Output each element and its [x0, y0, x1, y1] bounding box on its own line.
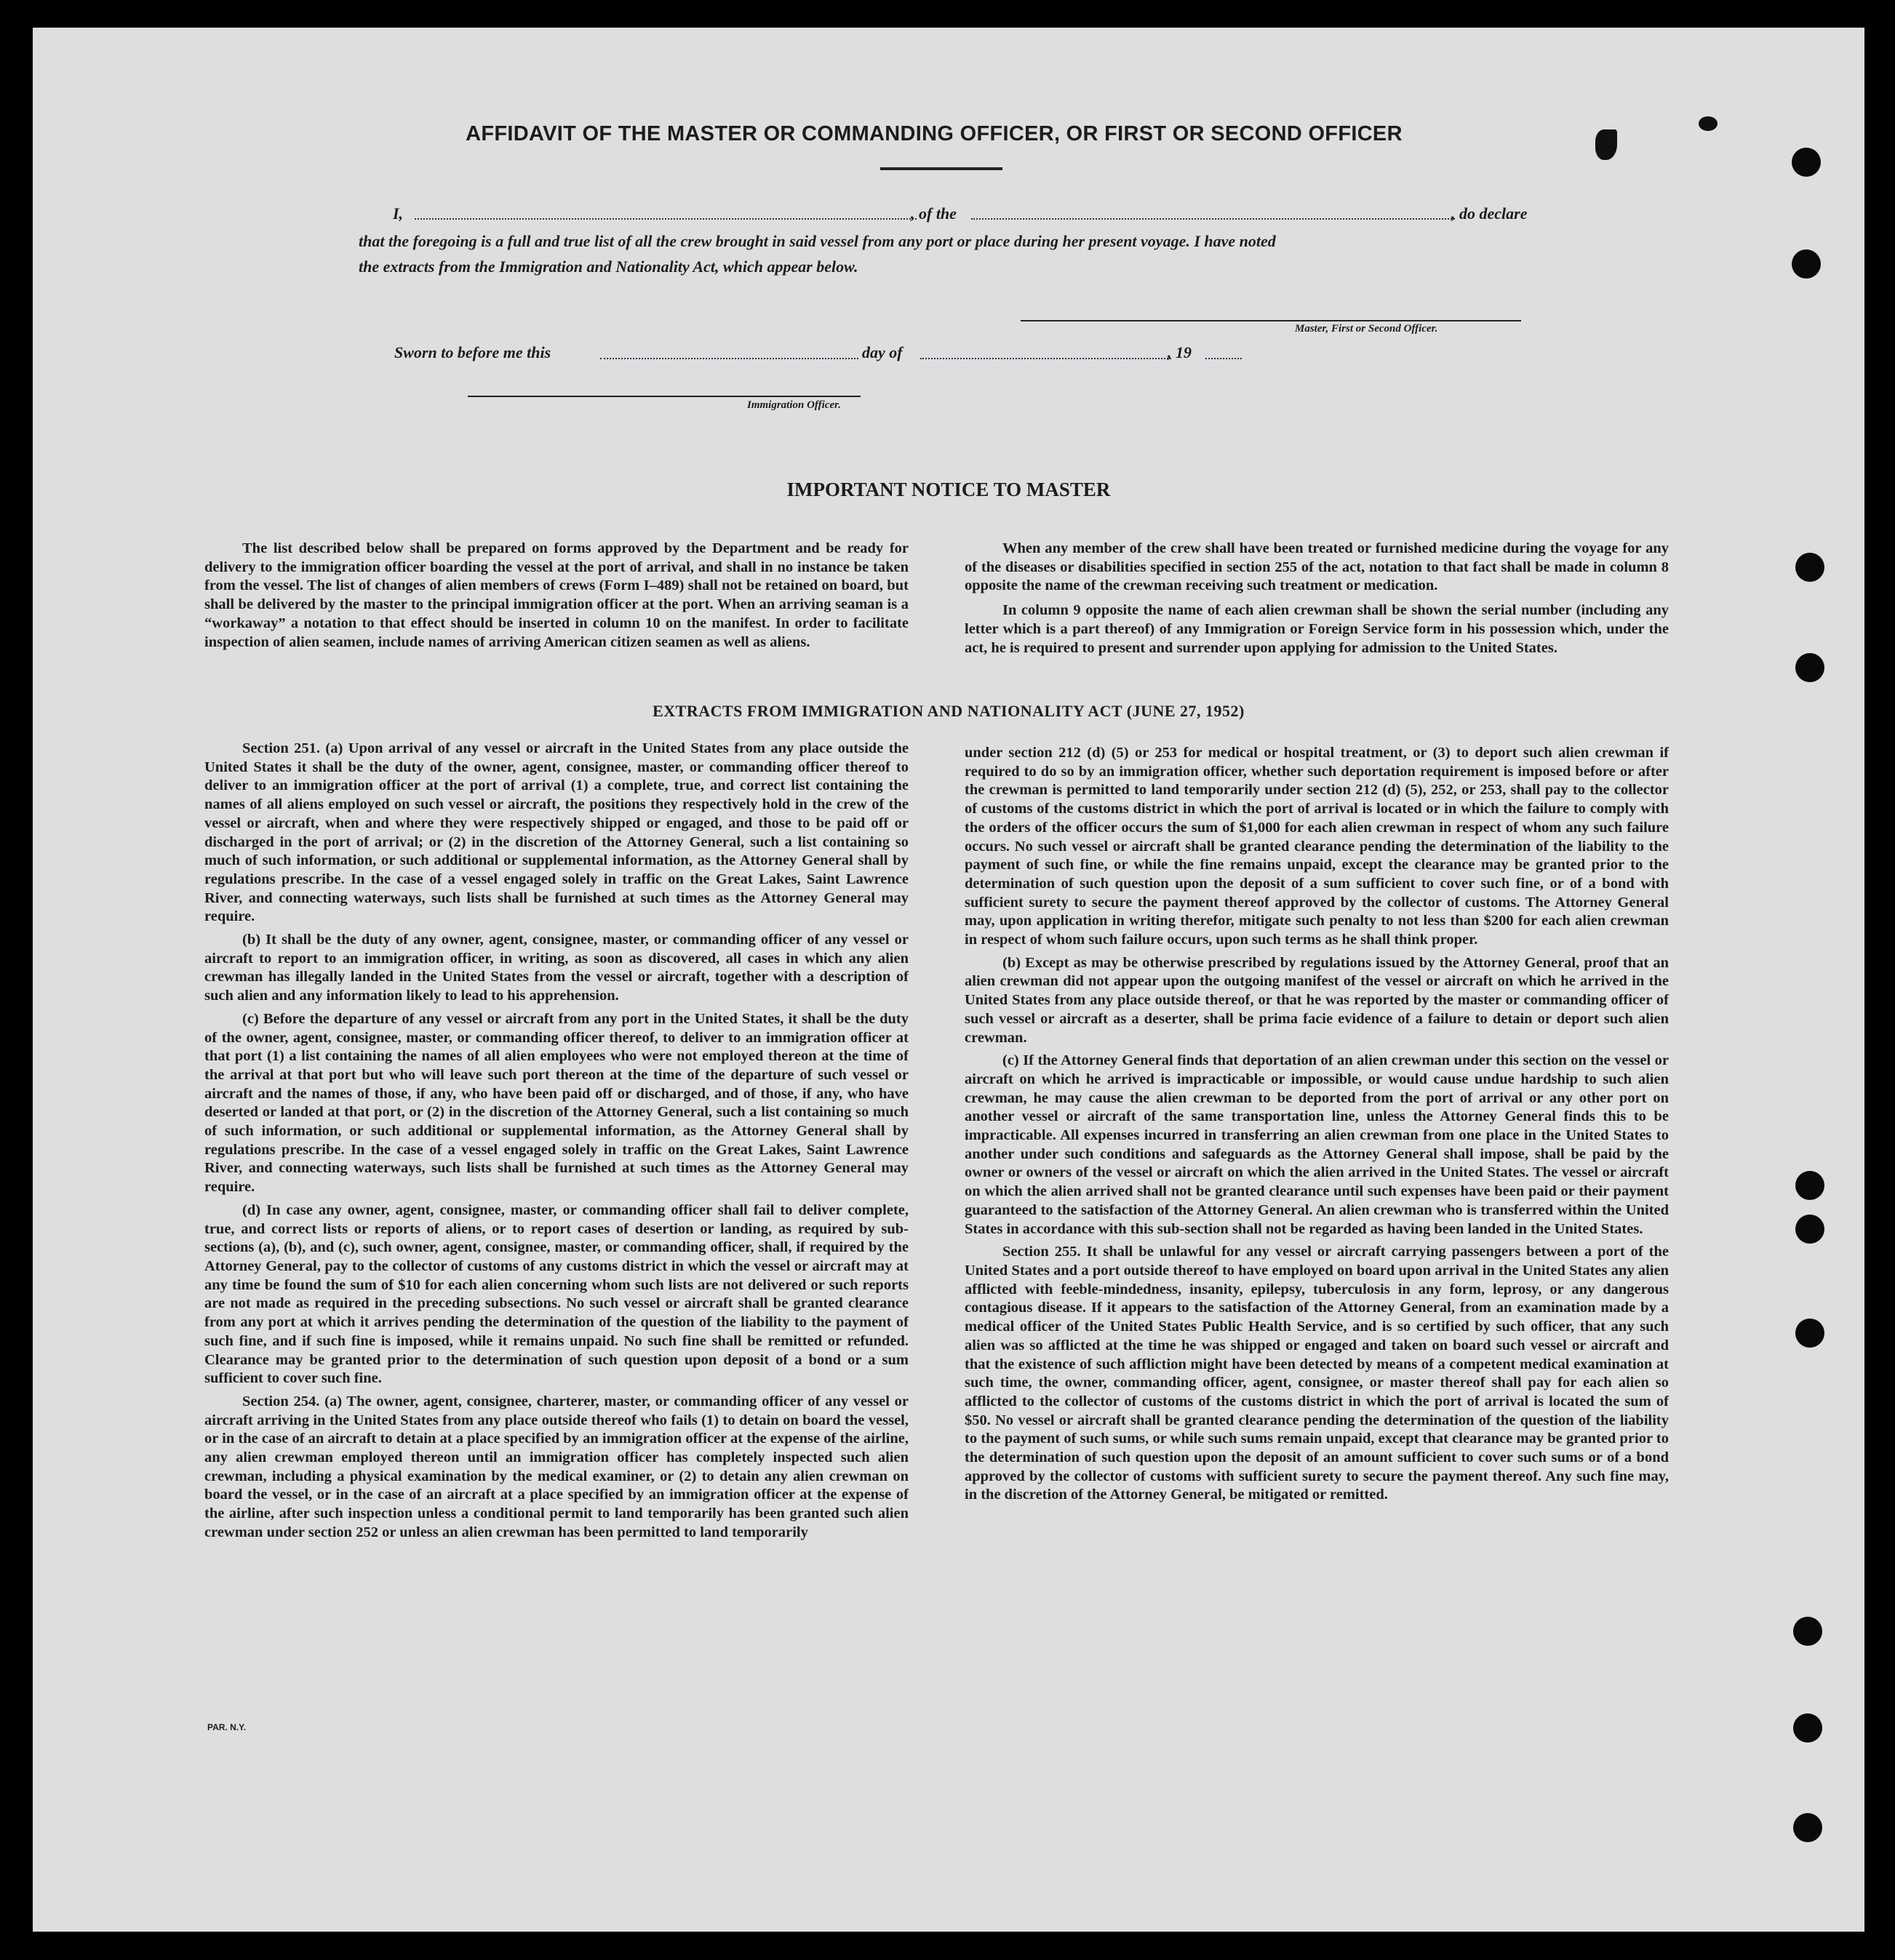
section-251-b: (b) It shall be the duty of any owner, agent, consignee, master, or commanding officer of any vessel or aircraft to report to an immigration officer, in writing, as soon as discovered, all cases in which any alien crewman has illegally landed in the United States from the vessel or aircraft, together with a description of such alien and any information likely to lead to his apprehension. [204, 932, 909, 1004]
sworn-month-field[interactable] [920, 358, 1171, 359]
notice-heading: IMPORTANT NOTICE TO MASTER [786, 479, 1111, 500]
title-underline [880, 167, 1002, 170]
vessel-field[interactable] [971, 218, 1455, 220]
punch-hole [1795, 653, 1824, 682]
section-251-c: (c) Before the departure of any vessel or aircraft from any port in the United States, it shall be the duty of the owner, agent, consignee, master, or commanding officer thereof, to deliver to an immigration officer at that port (1) a list containing the names of all alien employees who were not employed thereon at the time of the arrival at that port but who will leave such port thereon at the time of the departure of such vessel or aircraft and the names of those, if any, who have been paid off or discharged, and of those, if any, who have deserted or landed at that port, or (2) in the discretion of the Attorney General, such a list containing so much of such information, or such additional or supplemental information, as the Attorney General shall by regulations prescribe. In the case of a vessel engaged solely in traffic on the Great Lakes, Saint Lawrence River, and connecting waterways, such lists shall be furnished at such times as the Attorney General may require. [204, 1010, 909, 1196]
name-field[interactable] [415, 218, 917, 220]
section-254-b: (b) Except as may be otherwise prescribed by regulations issued by the Attorney General, proof that an alien crewman did not appear upon the outgoing manifest of the vessel or aircraft on which he arrived in the United States from any place outside thereof, or that he was reported by the master or commanding officer of such vessel or aircraft as a deserter, shall be prima facie evidence of a failure to detain or deport such alien crewman. [965, 954, 1669, 1046]
notice-left-paragraph: The list described below shall be prepared on forms approved by the Department and be ready for delivery to the immigration officer boarding the vessel at the port of arrival, and shall in no instance be taken from the vessel. The list of changes of alien members of crews (Form I–489) shall not be retained on board, but shall be delivered by the master to the principal immigration officer at the port. When an arriving seaman is a “workaway” a notation to that effect should be inserted in column 10 on the manifest. In order to facilitate inspection of alien seamen, include names of arriving American citizen seamen as well as aliens. [204, 540, 909, 650]
punch-hole [1793, 1813, 1822, 1842]
notice-right-paragraph-1: When any member of the crew shall have been treated or furnished medicine during the voyage for any of the diseases or disabilities specified in section 255 of the act, notation to that fact shall be made in column 8 opposite the name of the crewman receiving such treatment or medication. [965, 540, 1669, 594]
notice-right-paragraph-2: In column 9 opposite the name of each alien crewman shall be shown the serial number (including any letter which is a part thereof) of any Immigration or Foreign Service form in his possession which, under the act, he is required to present and surrender upon applying for admission to the United States. [965, 602, 1669, 656]
affidavit-do-declare-label: , do declare [1451, 204, 1528, 223]
punch-hole [1795, 1215, 1824, 1244]
section-254-a: Section 254. (a) The owner, agent, consignee, charterer, master, or commanding officer of any vessel or aircraft arriving in the United States from any place outside thereof who fails (1) to detain on board the vessel, or in the case of an aircraft to detain at a place specified by an immigration officer at the expense of the airline, any alien crewman employed thereon until an immigration officer has completely inspected such alien crewman, including a physical examination by the medical examiner, or (2) to detain any alien crewman on board the vessel, or in the case of an aircraft at a place specified by an immigration officer at the expense of the airline, after such inspection unless a conditional permit to land temporarily has been granted such alien crewman under section 252 or unless an alien crewman has been permitted to land temporarily [204, 1393, 909, 1540]
section-254-a-continued: under section 212 (d) (5) or 253 for medical or hospital treatment, or (3) to deport such alien crewman if required to do so by an immigration officer, whether such deportation requirement is imposed before or after the crewman is permitted to land temporarily under section 212 (d) (5), 252, or 253, shall pay to the collector of customs of the customs district in which the port of arrival is located or in which the failure to comply with the orders of the officer occurs the sum of $1,000 for each alien crewman in respect of whom any such failure occurs. No such vessel or aircraft shall be granted clearance pending the determination of the liability to the payment of such fine, or while the fine remains unpaid, except the clearance may be granted prior to the determination of such question upon the deposit of a sum sufficient to cover such fine, or of a bond with sufficient surety to secure the payment thereof approved by the collector of customs. The Attorney General may, upon application in writing therefor, mitigate such penalty to not less than $200 for each alien crewman in respect of whom such failure occurs, upon such terms as he shall think proper. [965, 745, 1669, 948]
punch-hole [1792, 249, 1821, 279]
sworn-label: Sworn to before me this [394, 343, 551, 361]
section-255: Section 255. It shall be unlawful for any vessel or aircraft carrying passengers between a port of the United States and a port outside thereof to have employed on board upon arrival in the United States any alien afflicted with feeble-mindedness, insanity, epilepsy, tuberculosis in any form, leprosy, or any dangerous contagious disease. If it appears to the satisfaction of the Attorney General, from an examination made by a medical officer of the United States Public Health Service, and is so certified by such officer, that any such alien was so afflicted at the time he was shipped or engaged and taken on board such vessel or aircraft and that the existence of such affliction might have been detected by means of a competent medical examination at such time, the owner, commanding officer, agent, consignee, or master thereof shall pay for each alien so afflicted to the collector of customs of the customs district in which the port of arrival is located the sum of $50. No vessel or aircraft shall be granted clearance pending the determination of the question of the liability to the payment of such sums, or while such sums remain unpaid, except that clearance may be granted prior to the determination of such question upon the deposit of an amount sufficient to cover such sums or of a bond approved by the collector of customs with sufficient surety to secure the payment thereof. Any such fine may, in the discretion of the Attorney General, be mitigated or remitted. [965, 1244, 1669, 1503]
punch-hole [1792, 148, 1821, 177]
section-251-d: (d) In case any owner, agent, consignee, master, or commanding officer shall fail to deliver complete, true, and correct lists or reports of aliens, or to report cases of desertion or landing, as required by sub-sections (a), (b), and (c), such owner, agent, consignee, master, or commanding officer, shall, if required by the Attorney General, pay to the collector of customs of any customs district in which the vessel or aircraft may at any time be found the sum of $10 for each alien concerning whom such lists are not delivered or such reports are not made as required in the preceding subsections. No such vessel or aircraft shall be granted clearance from any port at which it arrives pending the determination of the question of the liability to the payment of such fine, and if such fine is imposed, while it remains unpaid. No such fine shall be remitted or refunded. Clearance may be granted prior to the determination of such question upon deposit of a bond or a sum sufficient to cover such fine. [204, 1201, 909, 1387]
year-label: , 19 [1168, 343, 1192, 361]
day-of-label: day of [862, 343, 903, 361]
ink-blot [1595, 129, 1617, 160]
punch-hole [1793, 1713, 1822, 1743]
section-254-c: (c) If the Attorney General finds that deportation of an alien crewman under this section on the vessel or aircraft on which he arrived is impracticable or impossible, or would cause undue hardship to such alien crewman, he may cause the alien crewman to be deported from the port of arrival or any other port on another vessel or aircraft of the same transportation line, unless the Attorney General finds this to be impracticable. All expenses incurred in transferring an alien crewman from one place in the United States to another under such conditions and safeguards as the Attorney General shall impose, shall be paid by the owner or owners of the vessel or aircraft on which the alien arrived in the United States. The vessel or aircraft on which the alien arrived shall not be granted clearance until such expenses have been paid or their payment guaranteed to the satisfaction of the Attorney General. An alien crewman who is transferred within the United States in accordance with this sub-section shall not be regarded as having been landed in the United States. [965, 1052, 1669, 1237]
punch-hole [1793, 1617, 1822, 1646]
master-signature-label: Master, First or Second Officer. [1295, 323, 1438, 335]
punch-hole [1795, 1171, 1824, 1200]
officer-signature-label: Immigration Officer. [747, 399, 841, 411]
extracts-left-column [204, 740, 909, 1547]
extracts-right-column [965, 744, 1669, 1509]
notice-right-column [965, 540, 1669, 662]
affidavit-statement-line2: the extracts from the Immigration and Nationality Act, which appear below. [359, 257, 858, 276]
document-page [33, 28, 1864, 1932]
printer-mark: PAR. N.Y. [207, 1722, 247, 1732]
sworn-day-field[interactable] [600, 358, 858, 359]
sworn-year-field[interactable] [1205, 358, 1242, 359]
officer-signature-line[interactable] [468, 396, 861, 397]
affidavit-of-the-label: , of the [911, 204, 957, 223]
section-251-a: Section 251. (a) Upon arrival of any vessel or aircraft in the United States from any place outside the United States it shall be the duty of the owner, agent, consignee, master, or commanding officer thereof to deliver to an immigration officer at the port of arrival (1) a complete, true, and correct list containing the names of all aliens employed on such vessel or aircraft, the positions they respectively hold in the crew of the vessel or aircraft, when and where they were respectively shipped or engaged, and those to be paid off or discharged in the port of arrival; or (2) in the discretion of the Attorney General, such a list containing so much of such information, or such additional or supplemental information, as the Attorney General shall by regulations prescribe. In the case of a vessel engaged solely in traffic on the Great Lakes, Saint Lawrence River, and connecting waterways, such lists shall be furnished at such times as the Attorney General may require. [204, 740, 909, 925]
affidavit-statement-line1: that the foregoing is a full and true list of all the crew brought in said vessel from any port or place during her present voyage. I have noted [359, 232, 1276, 250]
affidavit-i-label: I, [393, 204, 404, 223]
ink-blot [1699, 116, 1718, 131]
punch-hole [1795, 553, 1824, 582]
master-signature-line[interactable] [1021, 320, 1521, 321]
punch-hole [1795, 1319, 1824, 1348]
page-title: AFFIDAVIT OF THE MASTER OR COMMANDING OFFICER, OR FIRST OR SECOND OFFICER [466, 122, 1403, 145]
extracts-heading: EXTRACTS FROM IMMIGRATION AND NATIONALITY ACT (JUNE 27, 1952) [653, 702, 1245, 720]
notice-left-column [204, 540, 909, 656]
